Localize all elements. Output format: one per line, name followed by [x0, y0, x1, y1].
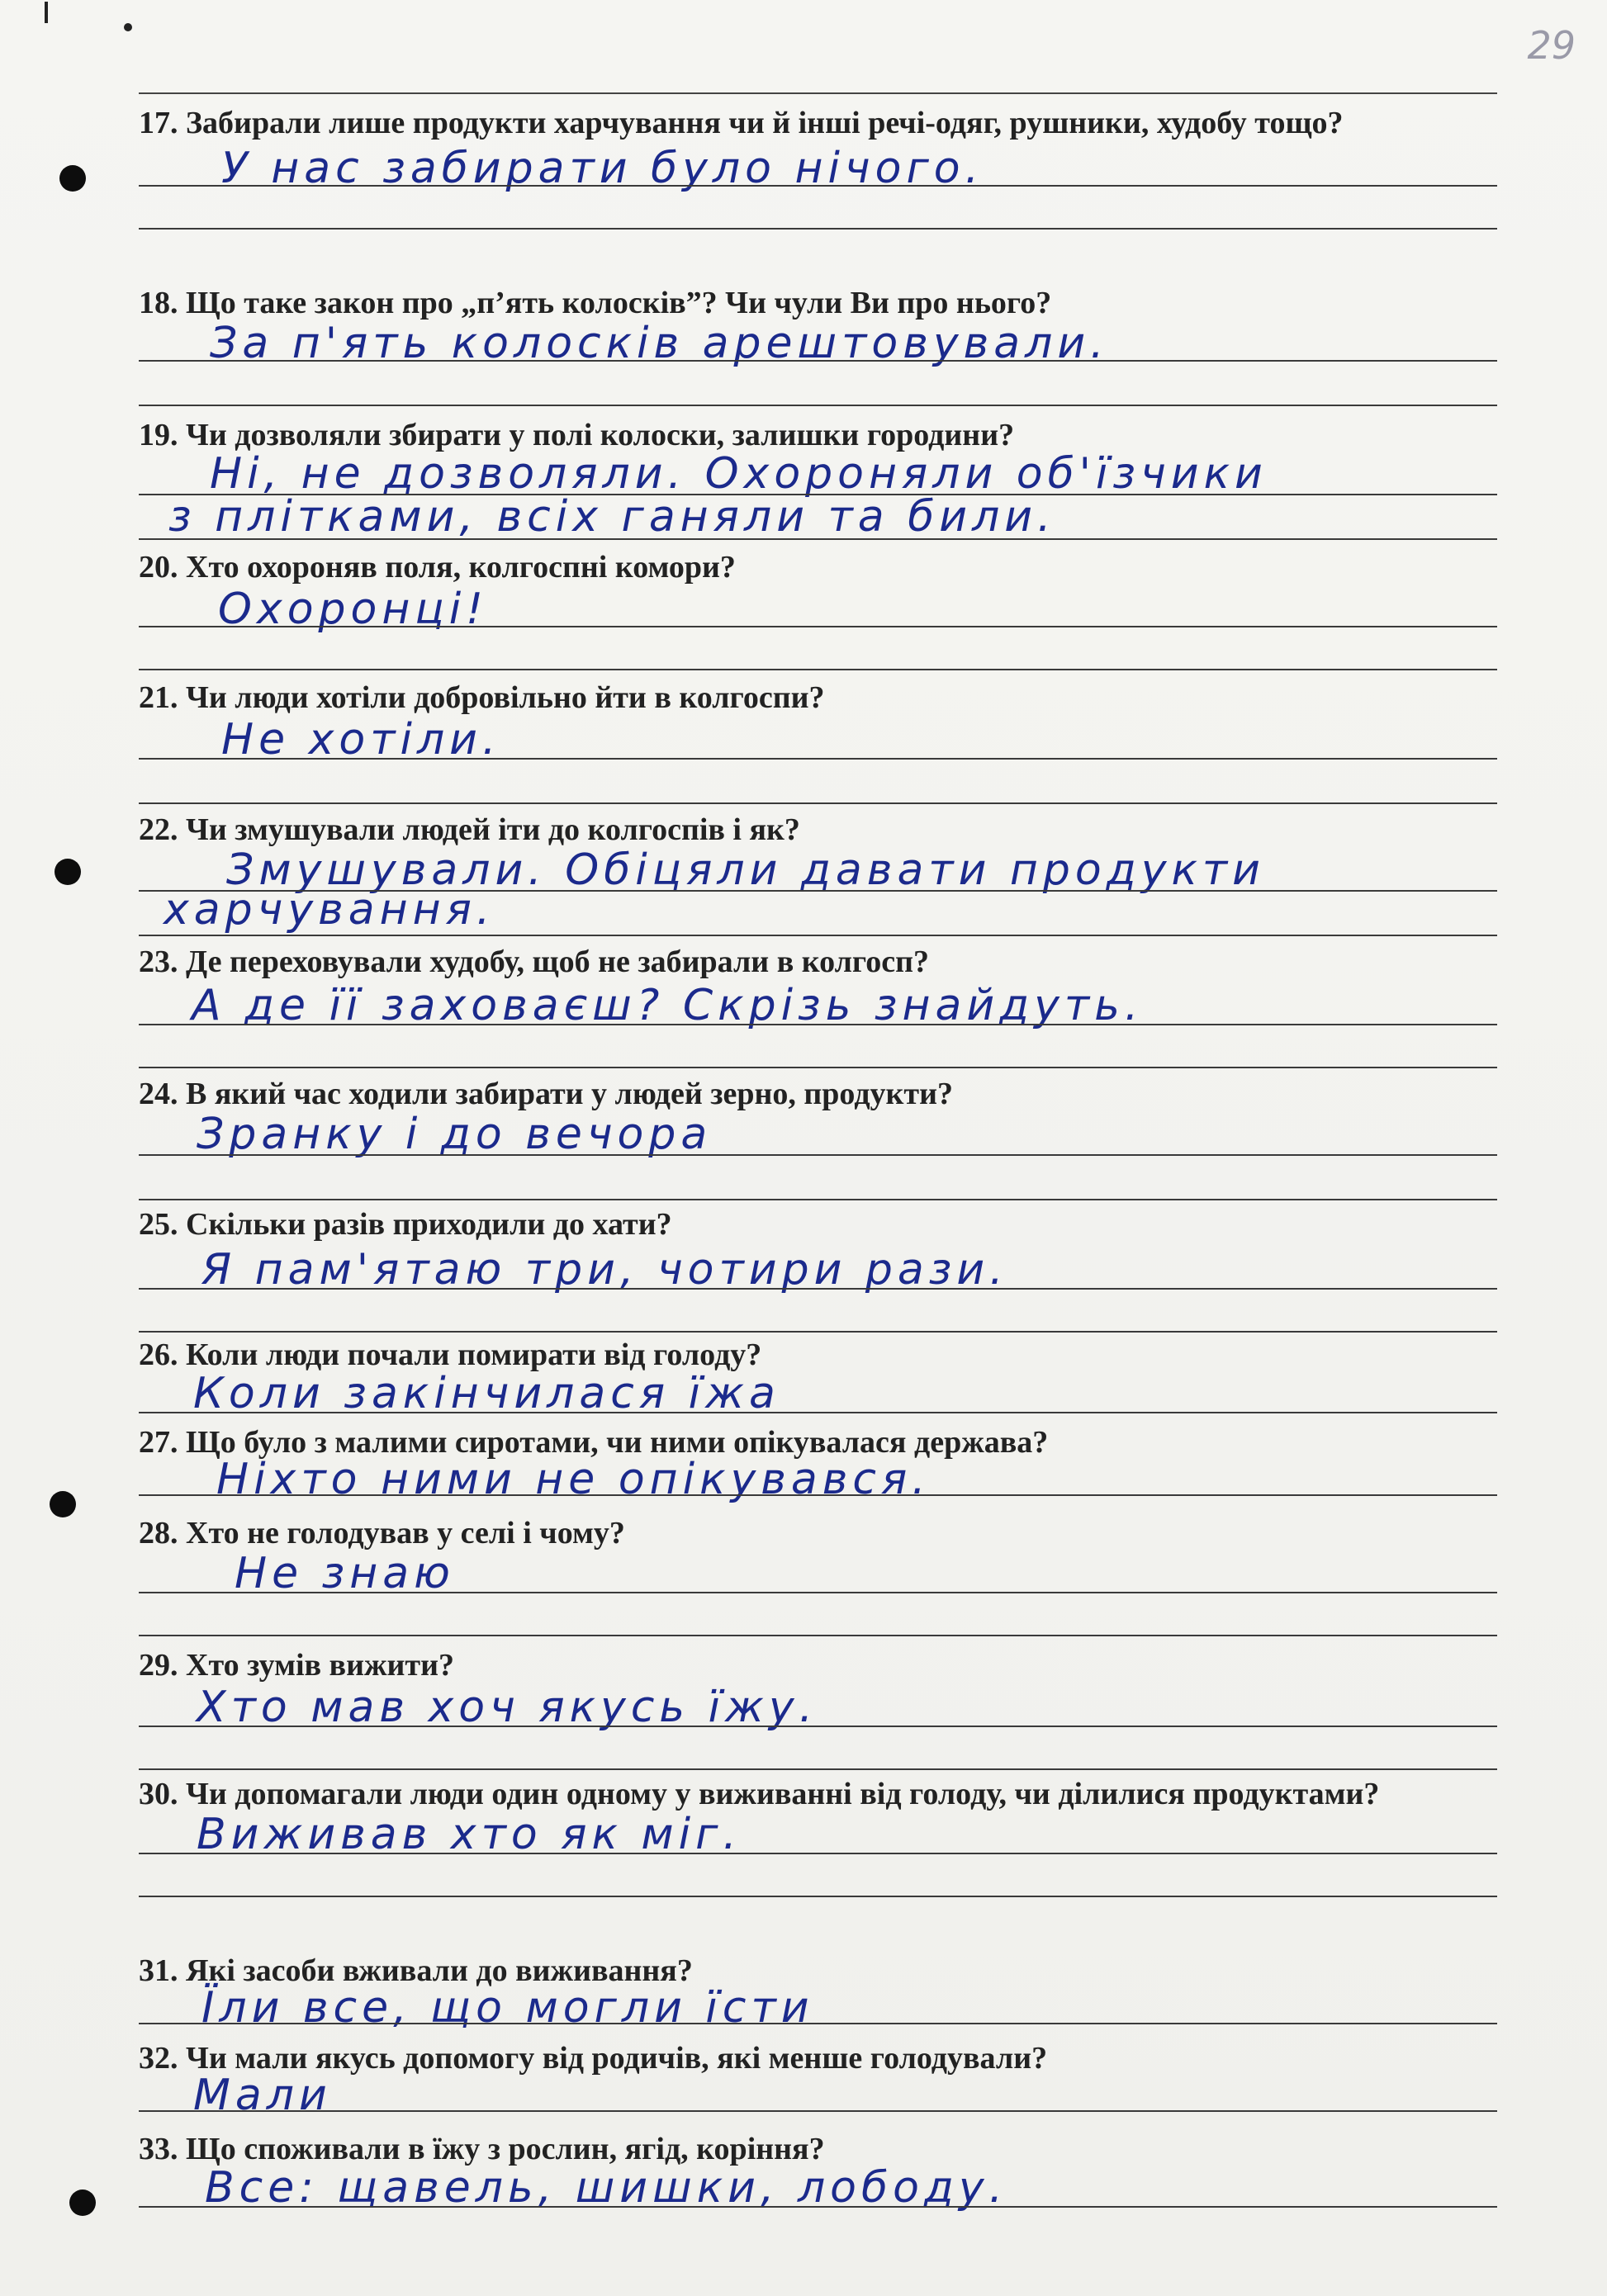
handwritten-answer: Зранку і до вечора [197, 1110, 713, 1159]
handwritten-answer: Не хотіли. [221, 715, 501, 765]
handwritten-answer: Охоронці! [218, 585, 489, 634]
question-text: 21. Чи люди хотіли добровільно йти в колгоспи? [139, 680, 825, 715]
question-text: 32. Чи мали якусь допомогу від родичів, які менше голодували? [139, 2041, 1048, 2076]
punch-hole [50, 1491, 76, 1517]
page-number: 29 [1527, 23, 1576, 68]
question-text: 26. Коли люди почали помирати від голоду? [139, 1337, 762, 1372]
answer-line [139, 669, 1497, 670]
question-25 [139, 1205, 1514, 1334]
question-text: 22. Чи змушували людей іти до колгоспів і як? [139, 812, 800, 847]
handwritten-answer: харчування. [164, 885, 495, 935]
answer-line [139, 802, 1497, 804]
question-text: 25. Скільки разів приходили до хати? [139, 1207, 672, 1242]
margin-mark [124, 23, 132, 31]
question-21 [139, 679, 1514, 807]
question-27 [139, 1423, 1514, 1508]
punch-hole [59, 165, 86, 192]
answer-line [139, 935, 1497, 936]
punch-hole [55, 859, 81, 885]
answer-line [139, 405, 1497, 406]
question-17 [139, 104, 1514, 233]
handwritten-answer: Все: щавель, шишки, лободу. [205, 2163, 1008, 2213]
question-30 [139, 1775, 1514, 1904]
answer-line [139, 1154, 1497, 1156]
handwritten-answer: Ні, не дозволяли. Охороняли об'їзчики [210, 449, 1268, 499]
answer-line [139, 1288, 1497, 1290]
handwritten-answer: Коли закінчилася їжа [193, 1369, 780, 1418]
answer-line [139, 185, 1497, 187]
top-rule [139, 92, 1497, 94]
question-text: 28. Хто не голодував у селі і чому? [139, 1516, 625, 1550]
question-text: 19. Чи дозволяли збирати у полі колоски, залишки городини? [139, 418, 1015, 452]
answer-line [139, 1768, 1497, 1770]
question-text: 27. Що було з малими сиротами, чи ними опікувалася держава? [139, 1425, 1049, 1460]
question-text: 29. Хто зумів вижити? [139, 1648, 454, 1683]
answer-line [139, 1024, 1497, 1025]
question-text: 24. В який час ходили забирати у людей зерно, продукти? [139, 1077, 953, 1111]
question-33 [139, 2130, 1514, 2214]
handwritten-answer: Мали [193, 2071, 332, 2120]
question-18 [139, 284, 1514, 413]
answer-line [139, 228, 1497, 230]
question-text: 23. Де переховували худобу, щоб не забирали в колгосп? [139, 944, 929, 979]
handwritten-answer: За п'ять колосків арештовували. [210, 319, 1109, 368]
question-26 [139, 1336, 1514, 1420]
handwritten-answer: Хто мав хоч якусь їжу. [197, 1683, 818, 1732]
answer-line [139, 360, 1497, 362]
question-text: 20. Хто охороняв поля, колгоспні комори? [139, 550, 736, 585]
answer-line [139, 626, 1497, 627]
question-text: 18. Що таке закон про „п’ять колосків”? Чи чули Ви про нього? [139, 286, 1052, 320]
question-text: 17. Забирали лише продукти харчування чи й інші речі-одяг, рушники, худобу тощо? [139, 106, 1344, 140]
answer-line [139, 1853, 1497, 1854]
margin-mark [45, 2, 48, 23]
handwritten-answer: з плітками, всіх ганяли та били. [168, 492, 1056, 542]
answer-line [139, 2023, 1497, 2024]
handwritten-answer: А де її заховаєш? Скрізь знайдуть. [192, 981, 1144, 1030]
answer-line [139, 1412, 1497, 1413]
handwritten-answer: Їли все, що могли їсти [201, 1983, 814, 2033]
question-text: 33. Що споживали в їжу з рослин, ягід, коріння? [139, 2132, 825, 2166]
question-29 [139, 1646, 1514, 1775]
question-31 [139, 1952, 1514, 2036]
question-19 [139, 416, 1514, 545]
answer-line [139, 538, 1497, 540]
answer-line [139, 1592, 1497, 1593]
question-20 [139, 548, 1514, 677]
answer-line [139, 1331, 1497, 1333]
answer-line [139, 2110, 1497, 2112]
handwritten-answer: Не знаю [235, 1549, 455, 1598]
question-28 [139, 1514, 1514, 1643]
handwritten-answer: Виживав хто як міг. [197, 1810, 742, 1859]
answer-line [139, 758, 1497, 760]
question-23 [139, 943, 1514, 1072]
handwritten-answer: Змушували. Обіцяли давати продукти [226, 845, 1265, 895]
handwritten-answer: Я пам'ятаю три, чотири рази. [201, 1245, 1008, 1295]
question-text: 31. Які засоби вживали до виживання? [139, 1953, 693, 1988]
handwritten-answer: Ніхто ними не опікувався. [216, 1455, 931, 1504]
answer-line [139, 1494, 1497, 1496]
answer-line [139, 1199, 1497, 1200]
answer-line [139, 2206, 1497, 2208]
question-text: 30. Чи допомагали люди один одному у виживанні від голоду, чи ділилися продуктами? [139, 1777, 1380, 1811]
question-22 [139, 811, 1514, 940]
question-32 [139, 2039, 1514, 2123]
answer-line [139, 1635, 1497, 1636]
answer-line [139, 1067, 1497, 1068]
handwritten-answer: У нас забирати було нічого. [221, 144, 984, 193]
question-24 [139, 1075, 1514, 1204]
answer-line [139, 1896, 1497, 1897]
answer-line [139, 1726, 1497, 1727]
punch-hole [69, 2189, 96, 2216]
